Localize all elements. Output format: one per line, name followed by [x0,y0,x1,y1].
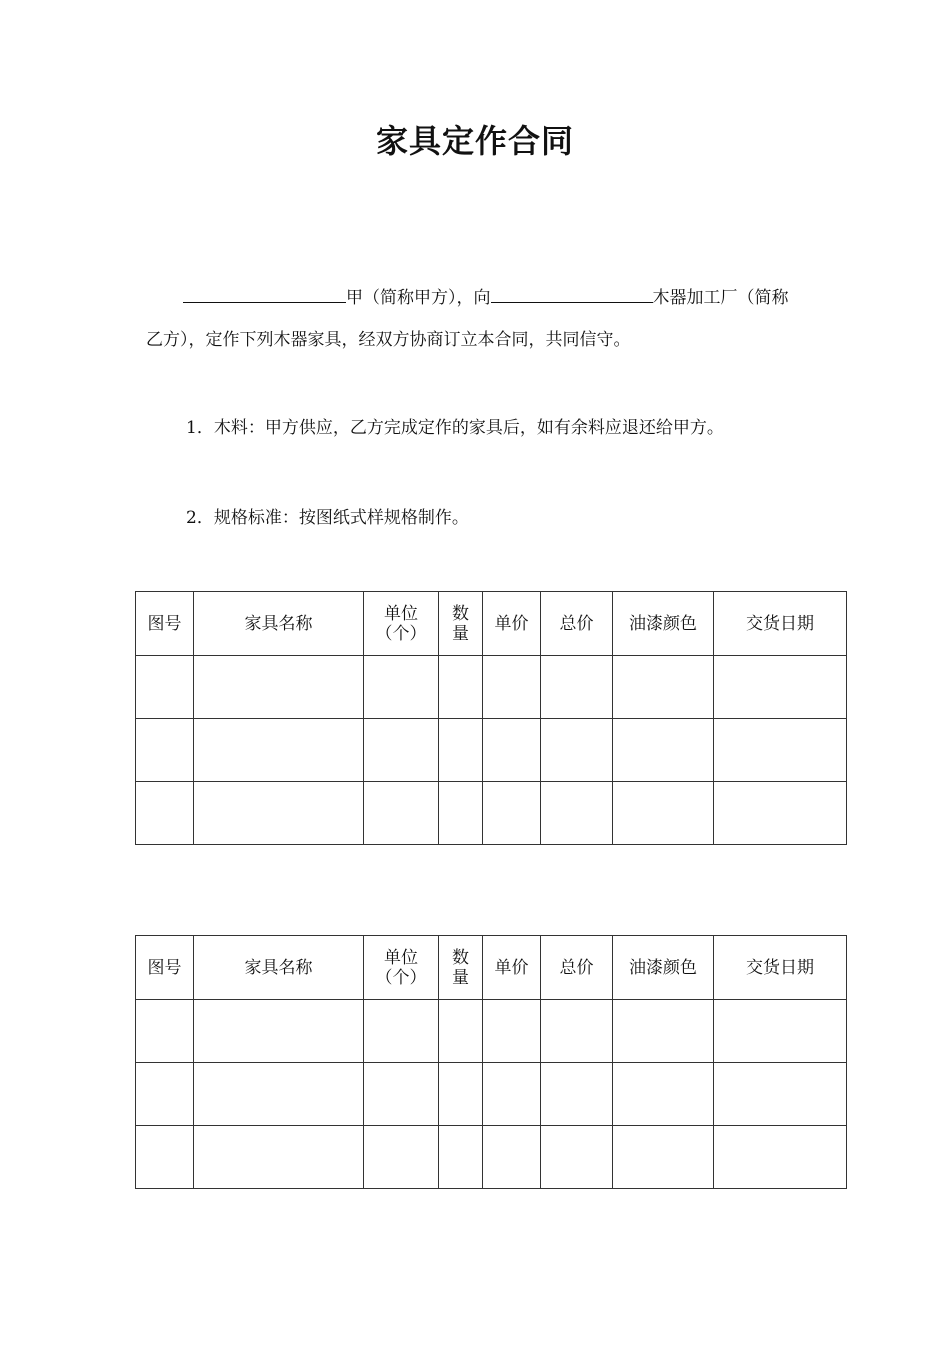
cell-furniture-name[interactable] [194,719,364,782]
cell-paint-color[interactable] [613,1000,714,1063]
cell-paint-color[interactable] [613,1126,714,1189]
cell-unit[interactable] [364,1000,439,1063]
furniture-order-table-2 [135,935,847,1189]
cell-quantity[interactable] [439,656,483,719]
cell-unit-price[interactable] [483,1126,541,1189]
cell-drawing-no[interactable] [136,782,194,845]
header-unit [364,936,439,1000]
header-furniture-name: 家具名称 [194,592,364,656]
header-total-price: 总价 [541,592,613,656]
clause-1-materials: 1．木料：甲方供应，乙方完成定作的家具后，如有余料应退还给甲方。 [186,418,724,438]
party-a-name-blank[interactable] [183,284,346,303]
cell-unit-price[interactable] [483,656,541,719]
document-title: 家具定作合同 [375,122,574,160]
cell-delivery-date[interactable] [714,782,847,845]
cell-total-price[interactable] [541,1000,613,1063]
cell-quantity[interactable] [439,719,483,782]
header-drawing-no: 图号 [136,592,194,656]
cell-delivery-date[interactable] [714,1000,847,1063]
cell-delivery-date[interactable] [714,719,847,782]
cell-unit[interactable] [364,719,439,782]
header-unit [364,592,439,656]
header-qty-line2: 量 [452,623,469,644]
header-unit-line1: 单位 [384,947,418,968]
table-row [136,656,847,719]
header-unit-price: 单价 [483,592,541,656]
header-furniture-name: 家具名称 [194,936,364,1000]
table-row [136,719,847,782]
cell-total-price[interactable] [541,719,613,782]
intro-party-a-label: 甲（简称甲方），向 [346,288,491,308]
cell-furniture-name[interactable] [194,1063,364,1126]
cell-drawing-no[interactable] [136,1000,194,1063]
party-b-name-blank[interactable] [491,284,653,303]
header-drawing-no: 图号 [136,936,194,1000]
cell-paint-color[interactable] [613,782,714,845]
cell-unit-price[interactable] [483,1000,541,1063]
table-header-row [136,936,847,1000]
cell-quantity[interactable] [439,1126,483,1189]
cell-unit[interactable] [364,1063,439,1126]
header-paint-color: 油漆颜色 [613,592,714,656]
table-row [136,782,847,845]
table-header-row [136,592,847,656]
header-delivery-date: 交货日期 [714,936,847,1000]
cell-delivery-date[interactable] [714,1126,847,1189]
cell-quantity[interactable] [439,1063,483,1126]
header-delivery-date: 交货日期 [714,592,847,656]
cell-furniture-name[interactable] [194,1000,364,1063]
cell-total-price[interactable] [541,782,613,845]
clause-2-specifications: 2．规格标准：按图纸式样规格制作。 [186,508,469,528]
cell-quantity[interactable] [439,782,483,845]
intro-line-1 [183,284,789,310]
header-unit-price: 单价 [483,936,541,1000]
cell-unit-price[interactable] [483,1063,541,1126]
header-total-price: 总价 [541,936,613,1000]
cell-quantity[interactable] [439,1000,483,1063]
header-qty-line1: 数 [452,603,469,624]
cell-unit[interactable] [364,1126,439,1189]
table-row [136,1126,847,1189]
intro-line-2: 乙方），定作下列木器家具，经双方协商订立本合同，共同信守。 [146,330,631,350]
cell-unit[interactable] [364,782,439,845]
table-row [136,1000,847,1063]
header-unit-line1: 单位 [384,603,418,624]
cell-furniture-name[interactable] [194,782,364,845]
cell-total-price[interactable] [541,1126,613,1189]
cell-unit-price[interactable] [483,782,541,845]
cell-furniture-name[interactable] [194,1126,364,1189]
cell-furniture-name[interactable] [194,656,364,719]
cell-delivery-date[interactable] [714,1063,847,1126]
table-row [136,1063,847,1126]
cell-drawing-no[interactable] [136,1126,194,1189]
intro-party-b-label: 木器加工厂（简称 [652,288,789,308]
header-qty-line1: 数 [452,947,469,968]
header-unit-line2: （个） [375,967,427,988]
header-qty-line2: 量 [452,967,469,988]
header-quantity [439,592,483,656]
cell-unit-price[interactable] [483,719,541,782]
cell-paint-color[interactable] [613,1063,714,1126]
furniture-order-table-1 [135,591,847,845]
cell-paint-color[interactable] [613,719,714,782]
cell-delivery-date[interactable] [714,656,847,719]
cell-drawing-no[interactable] [136,719,194,782]
cell-unit[interactable] [364,656,439,719]
header-paint-color: 油漆颜色 [613,936,714,1000]
header-quantity [439,936,483,1000]
header-unit-line2: （个） [375,623,427,644]
cell-drawing-no[interactable] [136,656,194,719]
cell-paint-color[interactable] [613,656,714,719]
cell-total-price[interactable] [541,1063,613,1126]
cell-drawing-no[interactable] [136,1063,194,1126]
cell-total-price[interactable] [541,656,613,719]
